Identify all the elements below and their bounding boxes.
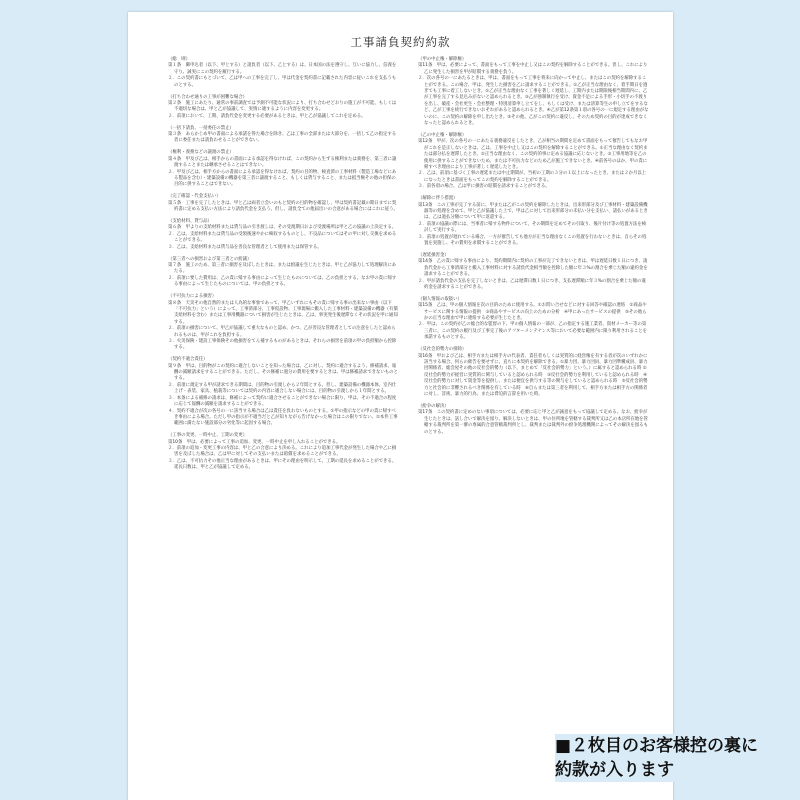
clause-text: ２．甲及び乙は、相手方からの書面による承認を得なければ、契約の目的物、検査済の工事材料（製造工場などにある製品を含む）・建築設備の機器を第三者に譲渡すること、もしくは貸与すること、または抵当権その他の担保の目的に供することはできない。	[168, 169, 397, 188]
clause-text: ３．火災保険・建設工事保険その他損害をてん補するものがあるときは、それらの損害を前項の甲の負担額から控除する。	[168, 338, 397, 351]
clause-text: 第12条 甲が、次の各号の一にあたる義務違反をしたとき、乙が相当の期間を定めて書面をもって催告してもなお甲がこれを是正しないときは、乙は、工事を中止し又はこの契約を解除することができる。①正当な理由なく契約または部分払を遅滞したとき。②正当な理由なく、この契約的事に定める協議に応じないとき。③工事用地等を乙の使用に供することができないため、または不可抗力などのため乙が施工できないとき。④前各号のほか、甲の責に帰すべき理由により工事が著しく遅延したとき。	[418, 139, 648, 170]
clause-heading: （反社会的勢力の排除）	[418, 347, 467, 353]
caption-line-1: ■２枚目のお客様控の裏に	[555, 736, 759, 756]
clause-section	[168, 150, 400, 188]
clause-section	[418, 347, 650, 398]
clause-heading: （打ち合わせ通りの工事が困難な場合）	[168, 94, 248, 100]
clause-text: 第８条 天災その他自然的または人為的な事象であって、甲乙いずれにもその責に帰する事の出来ない事由（以下「不可抗力」という）によって、工事済部分、工事仮設物、工事現場に搬入した工事材料・建築設備の機器（有償支給材料を含む）または工事用機器について損害が生じたときは、乙は、事実発生後遅滞なくその状況を甲に通知する。	[168, 300, 398, 325]
clause-heading: （遅延損害金）	[418, 252, 449, 258]
clause-text: 第14条 乙の責に帰する事由により、契約期間内に契約の工事が完了できないときは、甲は遅延日数１日につき、請負代金から工事済部分と搬入工事材料に対する請負代金相当額を控除した額に年３%の割合を乗じた額の違約金を請求することができる。	[418, 259, 648, 278]
clause-text: 第７条 施工のため、第三者に損害を及ぼしたときは、または紛議を生じたときは、甲と乙が協力して処理解決にあたる。	[168, 262, 397, 275]
clause-text: 第６条 甲よりの支給材料または貸与品の引き渡しは、その受渡期日および受渡場所は甲と乙の協議の上決定する。	[168, 225, 397, 231]
clause-text: ４．契約不適合が次の各号の一に該当する場合は乙は責任を負わないものとする。①甲の指示などの甲の責に帰すべき事由による場合。ただし甲の指示が不適当だと乙が知りながら告げなかった場合はこの限りでない。②本件工事範囲に満たない施設部分の劣化等に起因する場合。	[168, 408, 398, 427]
clause-heading: （甲の中止権・解除権）	[418, 57, 467, 62]
clause-section	[418, 253, 650, 291]
left-column	[168, 57, 400, 477]
clause-text: ２．前項に要した費用は、乙の責に帰する事由によって生じたものについては、乙の負担とする。なお甲の責に帰する事由によって生じたものについては、甲の負担とする。	[168, 275, 397, 288]
clause-section	[418, 196, 650, 247]
clause-text: 第４条 甲及び乙は、相手からの書面による承認を得なければ、この契約から生ずる権利または義務を、第三者に譲渡することまたは継承させることはできない。	[168, 156, 397, 169]
clause-heading: （不可抗力による損害）	[168, 294, 217, 300]
document-title: 工事請負契約約款	[350, 35, 451, 49]
clause-text: 第５条 工事を完了したときは、甲と乙は両者立会いのもと契約の目的物を確認し、甲は契約書記載の期日までに契約書に定める支払い方法により請負代金を支払う。但し、請負全ての他届出いの合意がある場合にはこれに従う。	[168, 200, 398, 213]
clause-heading: （紛争の解決）	[418, 403, 449, 409]
clause-text: ２．前項の追加・変更工事の内容は、甲と乙の合意により決める。これにより追加工事代金が発生した場合や乙に損害を及ぼした場合は、乙は甲に対してその支払いまたは賠償を求めることができる。	[168, 446, 397, 458]
clause-heading: （第三者への損害および第三者との紛議）	[168, 256, 252, 262]
clause-section	[168, 194, 400, 213]
clause-section	[168, 257, 400, 289]
clause-text: ２．前項に規定する甲が請求できる期間は、目的物の引渡しから２年間とする。但し、建築設備の機器本体、室内仕上げ・表装、家具、植栽等については契約の内容に適合しない場合には、目的物の引渡しから１年間とする。	[168, 382, 397, 395]
clause-section	[418, 297, 650, 342]
clause-text: ２．乙は、支給材料または貸与品の受領後速やかに検収するものとし、不良品についてはその甲に対し交換を求めることができる。	[168, 231, 397, 244]
clause-section	[168, 294, 400, 352]
clause-heading: （総 則）	[168, 57, 190, 62]
clause-text: ３．前項の処置が遅れている場合、一方が催告しても他方が正当な理由なくこの処置を行わないときは、自らその処置を実施し、その費用を求償することができる。	[418, 234, 647, 246]
caption-line-2: 約款が入ります	[555, 760, 674, 780]
clause-text: ２．前項の損害について、甲乙が協議して重大なものと認め、かつ、乙が善良な管理者としての注意をしたと認められるものは、甲がこれを負担する。	[168, 326, 396, 338]
clause-heading: （権利・義務などの譲渡の禁止）	[168, 150, 234, 156]
clause-section	[418, 404, 650, 436]
clause-text: ２．甲が請負代金の支払を完了しないときは、乙は遅滞日数１日につき、支払遅滞額に年３%の割合を乗じた額の違約金を請求することができる。	[418, 278, 646, 290]
clause-text: 第16条 甲および乙は、相手方または相手方の代表者、責任者もしくは実質的に経営権を有する者が次のいずれかに該当する場合、何らの催告を要せずに、直ちに本契約を解除できる。①暴力団、暴力団員、暴力団準構成員、暴力団関係者、総会屋その他の反社会的勢力（以下、まとめて「反社会的勢力」という。）に属すると認められる時 ②反社会的勢力が経営に実質的に関与していると認められる時 ③反社会的勢力を利用していると認められる時 ④反社会的勢力に対して資金等を提供し、または便宜を供与する等の関与をしていると認められる時 ⑤反社会的勢力と社会的に非難されるべき関係を有している時 ⑥自らまたは第三者を利用して、相手方または相手方の関係者に対し、詐術、暴力的行為、または脅迫的言辞を用いた時。	[418, 353, 648, 397]
note-caption	[555, 734, 758, 782]
clause-section	[418, 57, 650, 127]
clause-text: ３．前各項の場合、乙は甲に損害の賠償を請求することができる。	[418, 184, 550, 190]
clause-text: ２．前項において、工期、請負代金を変更する必要があるときは、甲と乙が協議してこれを定める。	[168, 113, 366, 119]
clause-section	[168, 219, 400, 251]
right-column	[418, 57, 650, 441]
clause-text: ２．次の各号の一にあたるときは、甲は、書面をもって工事を将来に向かって中止し、またはこの契約を解除することができる。この場合、甲は、発生した損害を乙に請求することができる。①乙が正当な理由なく、着手期日を過ぎても工事に着工しないとき。②乙が正当な理由なく工事を著しく遅延し、工期内または期限後相当期間内に、乙が工事を完了する見込みがないと認められるとき。③乙が強制執行を受け、資金不足による手形・小切手の不渡りを出し、破産・会社更生・会社整理・特別清算申し立てをし、もしくは受け、または清算等生の申し立てをするなど、乙が工事を続行できないおそれがあると認められるとき。④乙が第12条第１項の各号の一に規定する理由がないのに、この契約の解除を申し出たとき。⑤その他、乙がこの契約に違反し、そのため契約の目的が達成できなくなったと認められるとき。	[418, 76, 649, 127]
clause-heading: （契約不適合責任）	[168, 357, 208, 363]
clause-section	[168, 126, 400, 145]
clause-text: 第２条 施工にあたり、通常の事前調査では予測不可能な状況により、打ち合わせどおりの施工が不可能、もしくは不適切な場合は、甲と乙が協議して、実情に適するように内容を変更する。	[168, 100, 397, 113]
contract-sheet	[128, 12, 673, 800]
clause-text: ３．本条による補修の請求は、修補によって契約に適合させることができない場合に限り、甲は、その不適合の程度に応じて報酬の減額を請求することができる。	[168, 395, 397, 408]
clause-section	[168, 95, 400, 121]
clause-text: ３．乙は、不可抗力その他正当な理由があるときは、甲にその理由を明示して、工期の延長を求めることができる。延長日数は、甲と乙が協議して定める。	[168, 458, 397, 471]
clause-text: 第９条 甲は、目的物がこの契約に適合しないことを知った場合は、乙に対し、契約に適合するよう、修補請求、報酬の減額請求をすることができる。ただし、その修補に過分の費用を要するときは、甲は修補請求できないものとする。	[168, 363, 398, 382]
clause-text: 第11条 甲は、必要によって、書面をもって工事を中止し又はこの契約を解除することができる。但し、これにより乙に発生した損害を甲が賠償する義務を負う。	[418, 63, 648, 75]
clause-text: 第15条 乙は、甲の個人情報を次の目的のために使用する。①お問い合せなどに対する回答や確認の連絡 ②商品やサービスに関する情報の提供 ③商品やサービスの向上のための分析 ④甲にあったサービスの提供 ⑤その他らかの正当な理由で甲に連絡する必要が生じたとき。	[418, 303, 647, 322]
clause-text: ２．甲は、この契約が乙の総合的な監督の下、甲の個人情報の一部が、乙の指定する施工業者、資材メーカー等の第三者に、この契約の履行及び工事完了後のアフターメンテナンス等において必要な範囲内に限り利用されることを承諾するものとする。	[418, 322, 648, 341]
clause-heading: （乙の中止権・解除権）	[418, 132, 467, 138]
clause-heading: （一括下請負、一括委任の禁止）	[168, 125, 234, 131]
clause-text: ３．乙は、支給材料または貸与品を善良な管理者として使用または保管する。	[168, 244, 322, 250]
clause-text: ２．前項の協議の際には、当事者に帰する物件について、その期間を定めてその引取り、後片付け等の処置方法を検討して実行する。	[418, 221, 647, 234]
clause-text: ２．この契約書にもとづいて、乙は甲への工事を完了し、甲は代金を契約書に記載された内容に従いこれを支払うものとする。	[168, 76, 397, 88]
clause-heading: （個人情報の取扱い）	[418, 296, 462, 302]
clause-heading: （解除に伴う措置）	[418, 196, 458, 202]
clause-section	[168, 57, 400, 89]
clause-text: 第10条 甲は、必要によって工事の追加、変更、一時中止を申し入れることができる。	[168, 439, 341, 445]
clause-heading: （工事の変更、一時中止、工期の変更）	[168, 433, 248, 439]
clause-text: 第１条 御申込者（以下、甲とする）と請負者（以下、乙とする）は、日本国の法を遵守し、互いに協力し、信義を守り、誠実にこの契約を履行する。	[168, 63, 397, 75]
clause-text: 第３条 あらかじめ甲の書面による承諾を得た場合を除き、乙は工事の全部または大部分を、一括して乙の指定する者に委任または請負わせることができない。	[168, 132, 397, 144]
clause-section	[168, 433, 400, 471]
clause-section	[418, 133, 650, 191]
clause-text: ２．乙は、前項に基づく工事の遅延または中止期間が、当初の工期の３分の１以上になったとき、または２か月以上になったときは書面をもってこの契約を解除することができる。	[418, 171, 647, 183]
clause-text: 第17条 この契約書に定めのない事項については、必要に応じ甲と乙が誠意をもって協議して定める。なお、紛争が生じたときは、話し合いで解決を図り、解決しないときは、甲の住所地を管轄する裁判所又は乙の本店所在地を管轄する裁判所を第一審の専属的合意管轄裁判所とし、裁判または裁判外の紛争処理機関によってその解決を図るものとする。	[418, 410, 648, 435]
clause-section	[168, 357, 400, 427]
clause-text: 第13条 この工事が完了する前に、甲または乙がこの契約を解除したときは、出来形部分及び工事材料・建築設備機器等の処理を含めて、甲と乙が協議した上で、甲は乙に対して出来形部分の未払い分を支払い、諸払いがあるときは、乙は過払分額について甲に返還する。	[418, 202, 648, 221]
clause-heading: （完了確認・代金支払い）	[168, 194, 221, 200]
clause-heading: （支給材料、貸与品）	[168, 219, 212, 225]
